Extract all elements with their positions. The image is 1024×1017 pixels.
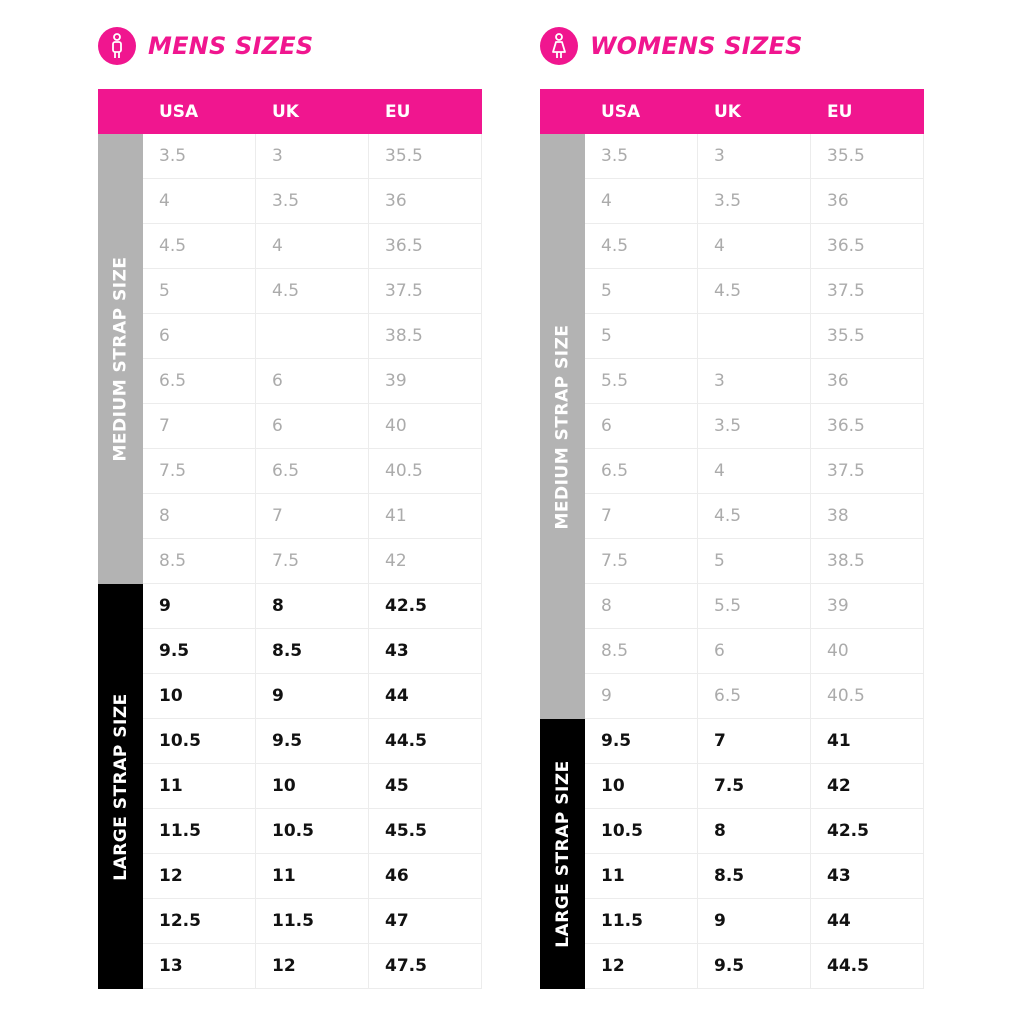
- cell-usa: 12: [143, 854, 256, 899]
- cell-usa: 12: [585, 944, 698, 989]
- column-header-eu: EU: [385, 101, 411, 122]
- cell-uk: 10.5: [256, 809, 369, 854]
- cell-uk: 10: [256, 764, 369, 809]
- womens-table-body: [540, 134, 924, 989]
- cell-usa: 6.5: [585, 449, 698, 494]
- table-row: [143, 764, 482, 809]
- table-row: [585, 404, 924, 449]
- cell-eu: 40: [811, 629, 924, 674]
- cell-eu: 38.5: [369, 314, 482, 359]
- column-header-uk: UK: [714, 101, 741, 122]
- cell-usa: 4: [585, 179, 698, 224]
- cell-eu: 41: [369, 494, 482, 539]
- medium-strap-band: [98, 134, 143, 584]
- table-row: [585, 719, 924, 764]
- cell-eu: 35.5: [811, 134, 924, 179]
- large-strap-label: LARGE STRAP SIZE: [110, 692, 131, 881]
- cell-uk: 3: [256, 134, 369, 179]
- cell-eu: 38: [811, 494, 924, 539]
- table-row: [585, 449, 924, 494]
- cell-eu: 36.5: [369, 224, 482, 269]
- cell-eu: 36.5: [811, 404, 924, 449]
- cell-eu: 38.5: [811, 539, 924, 584]
- cell-uk: 9: [256, 674, 369, 719]
- table-row: [585, 944, 924, 989]
- table-row: [143, 449, 482, 494]
- cell-uk: 3.5: [256, 179, 369, 224]
- cell-uk: 8: [698, 809, 811, 854]
- table-row: [585, 224, 924, 269]
- table-row: [143, 719, 482, 764]
- cell-uk: 4: [698, 224, 811, 269]
- mens-title-row: [98, 26, 313, 66]
- column-header-eu: EU: [827, 101, 853, 122]
- cell-uk: [256, 314, 369, 359]
- cell-eu: 36: [811, 359, 924, 404]
- cell-eu: 44.5: [811, 944, 924, 989]
- large-strap-label: LARGE STRAP SIZE: [552, 760, 573, 948]
- table-row: [143, 854, 482, 899]
- cell-eu: 42: [811, 764, 924, 809]
- table-row: [585, 629, 924, 674]
- cell-usa: 11: [585, 854, 698, 899]
- cell-uk: 8.5: [698, 854, 811, 899]
- cell-usa: 7.5: [143, 449, 256, 494]
- cell-eu: 36.5: [811, 224, 924, 269]
- column-header-usa: USA: [159, 101, 199, 122]
- mens-table-header: [98, 89, 482, 134]
- cell-eu: 43: [369, 629, 482, 674]
- column-header-usa: USA: [601, 101, 641, 122]
- cell-usa: 7.5: [585, 539, 698, 584]
- cell-usa: 8: [585, 584, 698, 629]
- table-row: [143, 224, 482, 269]
- cell-uk: 7.5: [256, 539, 369, 584]
- table-row: [143, 314, 482, 359]
- cell-uk: 9.5: [256, 719, 369, 764]
- mens-table-body: [98, 134, 482, 989]
- cell-usa: 7: [585, 494, 698, 539]
- cell-usa: 8.5: [585, 629, 698, 674]
- table-row: [585, 179, 924, 224]
- mens-table: [98, 89, 482, 989]
- cell-usa: 6: [143, 314, 256, 359]
- male-figure-icon: [98, 27, 136, 65]
- table-row: [143, 539, 482, 584]
- table-row: [585, 854, 924, 899]
- cell-uk: 8.5: [256, 629, 369, 674]
- cell-usa: 6.5: [143, 359, 256, 404]
- cell-usa: 3.5: [143, 134, 256, 179]
- large-strap-band: [540, 719, 585, 989]
- table-row: [143, 494, 482, 539]
- cell-eu: 47: [369, 899, 482, 944]
- cell-eu: 44.5: [369, 719, 482, 764]
- cell-usa: 7: [143, 404, 256, 449]
- cell-usa: 5: [585, 269, 698, 314]
- table-row: [585, 359, 924, 404]
- cell-uk: 3: [698, 359, 811, 404]
- cell-uk: 5.5: [698, 584, 811, 629]
- womens-table-header: [540, 89, 924, 134]
- cell-uk: 6.5: [256, 449, 369, 494]
- cell-usa: 11.5: [585, 899, 698, 944]
- cell-eu: 39: [369, 359, 482, 404]
- table-row: [143, 584, 482, 629]
- cell-uk: 7: [698, 719, 811, 764]
- cell-uk: 9.5: [698, 944, 811, 989]
- table-row: [143, 899, 482, 944]
- table-row: [143, 404, 482, 449]
- cell-eu: 42.5: [369, 584, 482, 629]
- table-row: [143, 134, 482, 179]
- cell-uk: 3: [698, 134, 811, 179]
- table-row: [143, 944, 482, 989]
- table-row: [143, 269, 482, 314]
- cell-usa: 5: [143, 269, 256, 314]
- womens-title-row: [540, 26, 803, 66]
- table-row: [143, 629, 482, 674]
- large-strap-band: [98, 584, 143, 989]
- table-row: [585, 764, 924, 809]
- cell-uk: 6: [256, 404, 369, 449]
- cell-uk: [698, 314, 811, 359]
- cell-eu: 42: [369, 539, 482, 584]
- table-row: [143, 809, 482, 854]
- cell-usa: 11: [143, 764, 256, 809]
- cell-uk: 3.5: [698, 404, 811, 449]
- cell-usa: 4.5: [143, 224, 256, 269]
- medium-strap-label: MEDIUM STRAP SIZE: [110, 256, 131, 462]
- cell-usa: 8.5: [143, 539, 256, 584]
- table-row: [143, 359, 482, 404]
- table-row: [585, 899, 924, 944]
- cell-uk: 11: [256, 854, 369, 899]
- cell-eu: 42.5: [811, 809, 924, 854]
- cell-usa: 4.5: [585, 224, 698, 269]
- cell-usa: 11.5: [143, 809, 256, 854]
- cell-usa: 3.5: [585, 134, 698, 179]
- table-row: [585, 269, 924, 314]
- cell-eu: 37.5: [811, 269, 924, 314]
- cell-usa: 4: [143, 179, 256, 224]
- table-row: [585, 134, 924, 179]
- cell-usa: 10.5: [143, 719, 256, 764]
- cell-eu: 44: [369, 674, 482, 719]
- womens-title: WOMENS SIZES: [590, 32, 803, 60]
- cell-eu: 43: [811, 854, 924, 899]
- mens-rows: [143, 134, 482, 989]
- cell-usa: 9.5: [585, 719, 698, 764]
- cell-eu: 45.5: [369, 809, 482, 854]
- cell-usa: 10: [143, 674, 256, 719]
- cell-uk: 6.5: [698, 674, 811, 719]
- medium-strap-band: [540, 134, 585, 719]
- cell-usa: 8: [143, 494, 256, 539]
- table-row: [585, 809, 924, 854]
- cell-usa: 5.5: [585, 359, 698, 404]
- table-row: [143, 179, 482, 224]
- cell-uk: 5: [698, 539, 811, 584]
- column-header-uk: UK: [272, 101, 299, 122]
- cell-eu: 46: [369, 854, 482, 899]
- cell-usa: 13: [143, 944, 256, 989]
- womens-rows: [585, 134, 924, 989]
- cell-eu: 40.5: [811, 674, 924, 719]
- cell-uk: 4.5: [698, 494, 811, 539]
- cell-eu: 37.5: [811, 449, 924, 494]
- womens-table: [540, 89, 924, 989]
- cell-uk: 7: [256, 494, 369, 539]
- cell-eu: 40.5: [369, 449, 482, 494]
- cell-uk: 3.5: [698, 179, 811, 224]
- cell-uk: 7.5: [698, 764, 811, 809]
- cell-usa: 9.5: [143, 629, 256, 674]
- cell-usa: 6: [585, 404, 698, 449]
- cell-usa: 10.5: [585, 809, 698, 854]
- cell-eu: 35.5: [811, 314, 924, 359]
- cell-eu: 36: [369, 179, 482, 224]
- cell-uk: 9: [698, 899, 811, 944]
- cell-uk: 6: [256, 359, 369, 404]
- cell-uk: 12: [256, 944, 369, 989]
- cell-uk: 4.5: [256, 269, 369, 314]
- cell-eu: 47.5: [369, 944, 482, 989]
- table-row: [585, 584, 924, 629]
- cell-eu: 40: [369, 404, 482, 449]
- cell-uk: 11.5: [256, 899, 369, 944]
- cell-uk: 6: [698, 629, 811, 674]
- cell-usa: 9: [143, 584, 256, 629]
- table-row: [143, 674, 482, 719]
- cell-eu: 35.5: [369, 134, 482, 179]
- table-row: [585, 539, 924, 584]
- table-row: [585, 494, 924, 539]
- table-row: [585, 674, 924, 719]
- medium-strap-label: MEDIUM STRAP SIZE: [552, 323, 573, 530]
- cell-usa: 10: [585, 764, 698, 809]
- cell-uk: 8: [256, 584, 369, 629]
- cell-eu: 41: [811, 719, 924, 764]
- cell-eu: 37.5: [369, 269, 482, 314]
- cell-usa: 5: [585, 314, 698, 359]
- table-row: [585, 314, 924, 359]
- cell-uk: 4: [256, 224, 369, 269]
- cell-eu: 36: [811, 179, 924, 224]
- header-corner: [540, 89, 585, 134]
- female-figure-icon: [540, 27, 578, 65]
- cell-uk: 4.5: [698, 269, 811, 314]
- cell-uk: 4: [698, 449, 811, 494]
- cell-eu: 45: [369, 764, 482, 809]
- cell-eu: 39: [811, 584, 924, 629]
- header-corner: [98, 89, 143, 134]
- cell-eu: 44: [811, 899, 924, 944]
- cell-usa: 9: [585, 674, 698, 719]
- mens-title: MENS SIZES: [148, 32, 314, 60]
- cell-usa: 12.5: [143, 899, 256, 944]
